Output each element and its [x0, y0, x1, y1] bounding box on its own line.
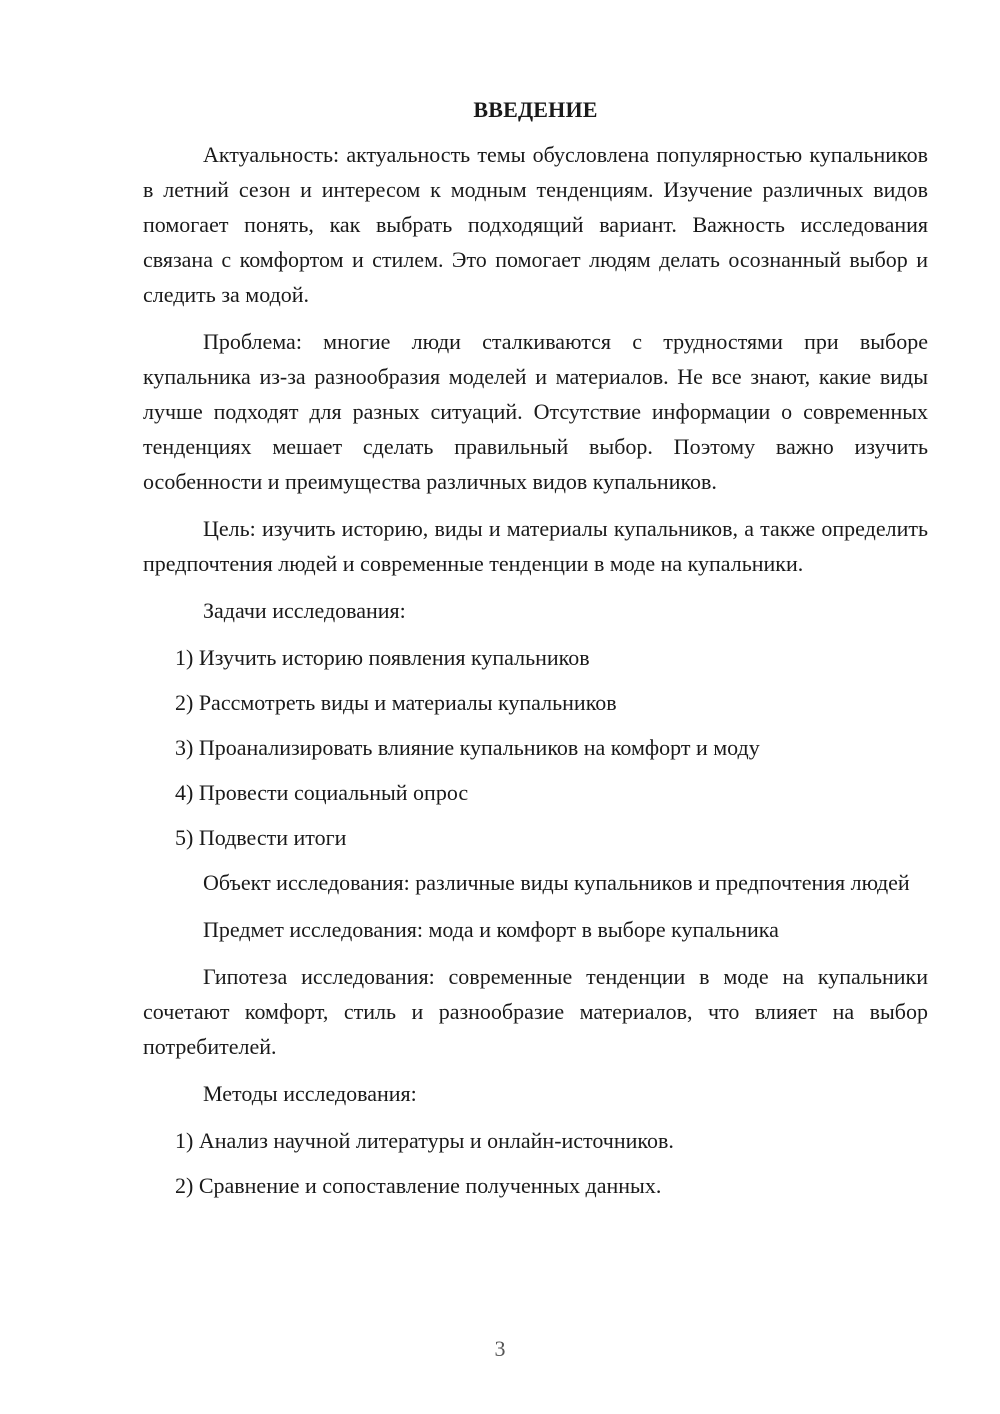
method-item: 1) Анализ научной литературы и онлайн-источников. [175, 1128, 674, 1153]
object-paragraph: Объект исследования: различные виды купальников и предпочтения людей [203, 870, 910, 895]
page-content [143, 95, 928, 1213]
hypothesis-paragraph: Гипотеза исследования: современные тенденции в моде на купальники сочетают комфорт, стиль и разнообразие материалов, что влияет на выбор потребителей. [143, 964, 928, 1059]
methods-heading: Методы исследования: [203, 1081, 417, 1106]
task-item: 2) Рассмотреть виды и материалы купальников [175, 690, 617, 715]
goal-paragraph: Цель: изучить историю, виды и материалы купальников, а также определить предпочтения людей и современные тенденции в моде на купальники. [143, 516, 928, 576]
problem-paragraph: Проблема: многие люди сталкиваются с трудностями при выборе купальника из-за разнообразия моделей и материалов. Не все знают, какие виды лучше подходят для разных ситуаций. Отсутствие информации о современных тенденциях мешает сделать правильный выбор. Поэтому важно изучить особенности и преимущества различных видов купальников. [143, 329, 928, 494]
method-item: 2) Сравнение и сопоставление полученных данных. [175, 1173, 662, 1198]
task-item: 3) Проанализировать влияние купальников на комфорт и моду [175, 735, 760, 760]
tasks-heading: Задачи исследования: [203, 598, 406, 623]
section-title: ВВЕДЕНИЕ [473, 97, 598, 122]
task-item: 1) Изучить историю появления купальников [175, 645, 590, 670]
subject-paragraph: Предмет исследования: мода и комфорт в выборе купальника [203, 917, 779, 942]
task-item: 4) Провести социальный опрос [175, 780, 469, 805]
task-item: 5) Подвести итоги [175, 825, 347, 850]
page-number: 3 [494, 1336, 506, 1361]
relevance-paragraph: Актуальность: актуальность темы обусловлена популярностью купальников в летний сезон и интересом к модным тенденциям. Изучение различных видов помогает понять, как выбрать подходящий вариант. Важность исследования связана с комфортом и стилем. Это помогает людям делать осознанный выбор и следить за модой. [143, 142, 928, 307]
